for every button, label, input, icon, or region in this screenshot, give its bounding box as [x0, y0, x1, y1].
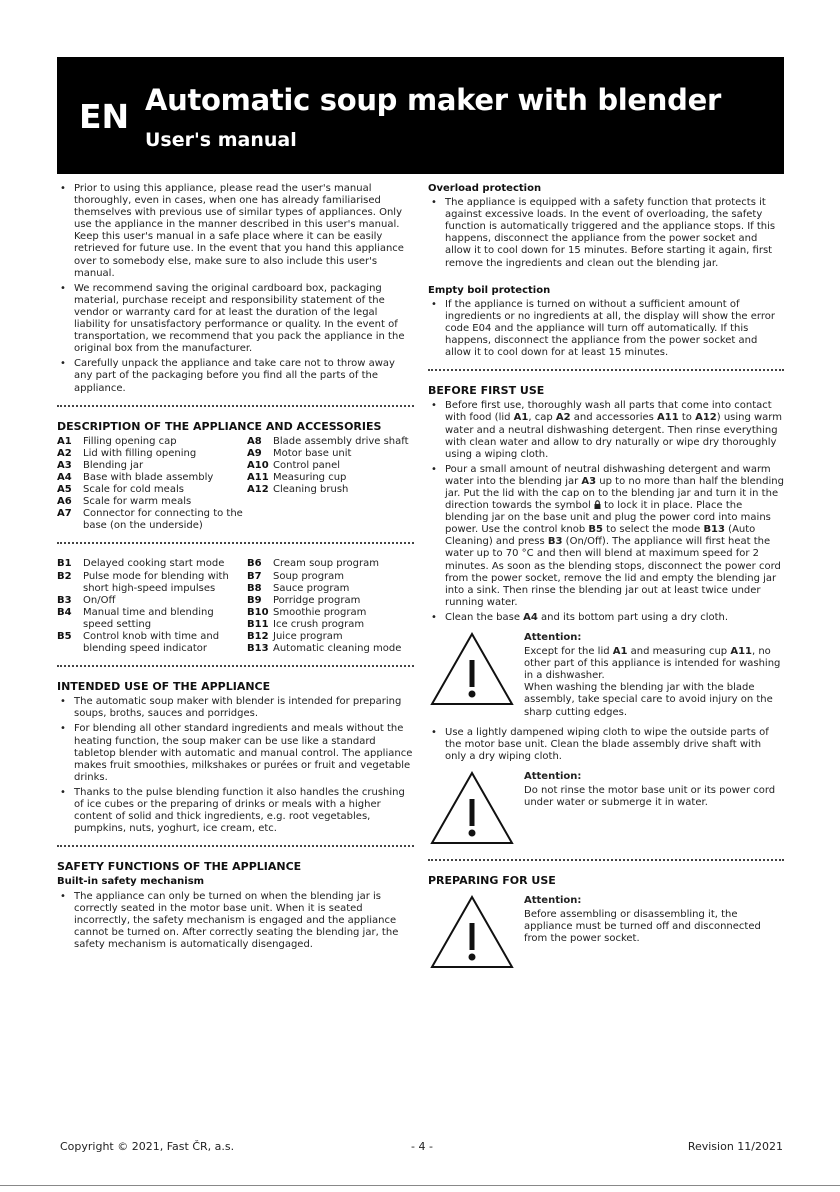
- part-code: A8: [247, 435, 262, 447]
- footer-revision: Revision 11/2021: [687, 1140, 783, 1153]
- part-code: A1: [57, 435, 72, 447]
- empty-boil-item: • If the appliance is turned on without a sufficient amount of ingredients or no ingredients at all, the display will show the error code E04 and the appliance will turn off automatically. If this happens, disconnect the appliance from the power socket and allow it to cool down for at least 15 minutes.: [428, 299, 784, 359]
- intended-use-item: • The automatic soup maker with blender is intended for preparing soups, broths, sauces and porridges.: [57, 696, 414, 720]
- parts-list-right: [247, 436, 414, 533]
- before-first-use-item: • Clean the base A4 and its bottom part using a dry cloth.: [428, 612, 784, 624]
- part-label: Blending jar: [83, 459, 144, 471]
- part-item: [247, 484, 414, 496]
- control-code: B6: [247, 558, 262, 570]
- control-item: [247, 571, 414, 583]
- intended-use-item: • Thanks to the pulse blending function it also handles the crushing of ice cubes or the preparing of drinks or meals with a higher content of solid and thick ingredients, e.g. root vegetables, pumpkins, nuts, yoghurt, ice cream, etc.: [57, 787, 414, 835]
- intro-item: • We recommend saving the original cardboard box, packaging material, purchase receipt and responsibility statement of the vendor or warranty card for at least the duration of the legal liability for unsatisfactory performance or quality. In the event of transportation, we recommend that you pack the appliance in the original box from the manufacturer.: [57, 283, 414, 356]
- part-code: A7: [57, 508, 72, 520]
- builtin-safety-list: [57, 891, 414, 951]
- section-heading-preparing: PREPARING FOR USE: [428, 874, 556, 888]
- warning-triangle-icon: [428, 895, 516, 973]
- part-item: [57, 484, 247, 496]
- part-label: Lid with filling opening: [83, 447, 197, 459]
- control-label: Ice crush program: [273, 618, 365, 630]
- parts-list: [57, 436, 414, 533]
- part-item: [57, 448, 247, 460]
- part-item: [57, 508, 247, 532]
- bottom-rule: [0, 1185, 840, 1186]
- section-heading-intended-use: INTENDED USE OF THE APPLIANCE: [57, 680, 271, 694]
- control-code: B3: [57, 594, 72, 606]
- control-label: Automatic cleaning mode: [273, 643, 402, 655]
- language-code: EN: [79, 97, 130, 136]
- attention-box: [428, 632, 784, 719]
- control-item: [57, 607, 247, 631]
- part-item: [57, 460, 247, 472]
- control-label: Pulse mode for blending with short high-speed impulses: [83, 570, 229, 594]
- control-code: B8: [247, 582, 262, 594]
- part-code: A2: [57, 447, 72, 459]
- part-code: A4: [57, 471, 72, 483]
- builtin-safety-item: • The appliance can only be turned on when the blending jar is correctly seated in the motor base unit. When it is seated incorrectly, the safety mechanism is engaged and the appliance cannot be turned on. After correctly seating the blending jar, the safety mechanism is automatically disengaged.: [57, 891, 414, 951]
- dotted-divider: [57, 665, 414, 667]
- attention-title: Attention:: [524, 632, 582, 643]
- attention-line: Except for the lid A1 and measuring cup A11, no other part of this appliance is intended for washing in a dishwasher.: [524, 646, 781, 682]
- empty-boil-list: [428, 299, 784, 359]
- subheading-empty-boil: Empty boil protection: [428, 284, 551, 296]
- attention-line: When washing the blending jar with the blade assembly, take special care to avoid injury on the sharp cutting edges.: [524, 682, 773, 718]
- left-column: [57, 183, 414, 954]
- lock-icon: [594, 500, 601, 509]
- intro-item: • Carefully unpack the appliance and take care not to throw away any part of the packaging before you find all the parts of the appliance.: [57, 358, 414, 394]
- part-label: Motor base unit: [273, 447, 352, 459]
- section-heading-safety: SAFETY FUNCTIONS OF THE APPLIANCE: [57, 860, 302, 874]
- control-list-right: [247, 558, 414, 655]
- control-code: B12: [247, 631, 269, 642]
- control-item: [247, 607, 414, 619]
- intended-use-list: [57, 696, 414, 835]
- cleaning-item: • Use a lightly dampened wiping cloth to wipe the outside parts of the motor base unit. Clean the blade assembly drive shaft with only a dry wiping cloth.: [428, 727, 784, 763]
- control-item: [57, 595, 247, 607]
- attention-title: Attention:: [524, 895, 582, 907]
- part-label: Connector for connecting to the base (on the underside): [83, 508, 243, 532]
- control-item: [57, 571, 247, 595]
- before-first-use-item: • Before first use, thoroughly wash all parts that come into contact with food (lid A1, cap A2 and accessories A11 to A12) using warm water and a neutral dishwashing detergent. Then rinse everything with clean water and allow to dry naturally or wipe dry thoroughly using a wiping cloth.: [428, 400, 784, 460]
- part-item: [57, 496, 247, 508]
- control-panel-list: [57, 558, 414, 655]
- part-label: Cleaning brush: [273, 484, 349, 496]
- control-code: B2: [57, 570, 72, 582]
- control-code: B13: [247, 643, 269, 655]
- part-label: Scale for cold meals: [83, 484, 184, 496]
- part-label: Scale for warm meals: [83, 496, 192, 508]
- cleaning-list: [428, 727, 784, 763]
- control-list-left: [57, 558, 247, 655]
- part-item: [57, 472, 247, 484]
- part-item: [247, 448, 414, 460]
- control-code: B9: [247, 594, 262, 606]
- control-label: Porridge program: [273, 594, 361, 606]
- part-label: Measuring cup: [273, 471, 347, 483]
- control-code: B11: [247, 618, 269, 630]
- part-label: Filling opening cap: [83, 435, 177, 447]
- footer-page-number: - 4 -: [411, 1140, 433, 1153]
- document-title: Automatic soup maker with blender: [145, 83, 721, 117]
- control-label: Cream soup program: [273, 558, 379, 570]
- part-code: A9: [247, 447, 262, 459]
- control-item: [247, 558, 414, 570]
- part-code: A6: [57, 496, 72, 508]
- control-label: Delayed cooking start mode: [83, 558, 225, 570]
- control-code: B1: [57, 558, 72, 570]
- before-first-use-list: [428, 400, 784, 624]
- subheading-builtin-safety: Built-in safety mechanism: [57, 876, 205, 888]
- part-item: [247, 460, 414, 472]
- part-label: Base with blade assembly: [83, 471, 214, 483]
- control-code: B10: [247, 606, 269, 618]
- control-item: [247, 631, 414, 643]
- attention-line: Do not rinse the motor base unit or its power cord under water or submerge it in water.: [524, 785, 776, 809]
- control-item: [247, 595, 414, 607]
- part-label: Control panel: [273, 459, 341, 471]
- control-label: On/Off: [83, 594, 116, 606]
- attention-line: Before assembling or disassembling it, the appliance must be turned off and disconnected from the power socket.: [524, 909, 761, 945]
- control-item: [247, 583, 414, 595]
- document-subtitle: User's manual: [145, 129, 297, 151]
- right-column: [428, 183, 784, 981]
- part-code: A11: [247, 471, 269, 483]
- part-code: A12: [247, 484, 269, 496]
- section-heading-description: DESCRIPTION OF THE APPLIANCE AND ACCESSORIES: [57, 419, 382, 433]
- subheading-overload: Overload protection: [428, 183, 542, 194]
- control-item: [247, 643, 414, 655]
- control-label: Soup program: [273, 570, 345, 582]
- warning-triangle-icon: [428, 632, 516, 710]
- control-item: [57, 631, 247, 655]
- control-code: B7: [247, 570, 262, 582]
- control-item: [247, 619, 414, 631]
- attention-text: [516, 632, 784, 719]
- intended-use-item: • For blending all other standard ingredients and meals without the heating function, the soup maker can be use like a standard tabletop blender with automatic and manual control. The appliance makes fruit smoothies, milkshakes or purées or fruit and vegetable drinks.: [57, 723, 414, 783]
- section-heading-before-first-use: BEFORE FIRST USE: [428, 384, 545, 398]
- part-item: [57, 436, 247, 448]
- attention-title: Attention:: [524, 770, 582, 782]
- dotted-divider: [57, 405, 414, 407]
- attention-box: [428, 771, 784, 849]
- intro-list: [57, 183, 414, 395]
- control-label: Manual time and blending speed setting: [83, 606, 214, 630]
- control-label: Smoothie program: [273, 606, 367, 618]
- header-banner: [57, 57, 784, 174]
- dotted-divider: [57, 542, 414, 544]
- attention-text: [516, 895, 784, 945]
- overload-item: • The appliance is equipped with a safety function that protects it against excessive loads. In the event of overloading, the safety function is automatically triggered and the appliance stops. If this happens, disconnect the appliance from the power socket and allow it to cool down for 15 minutes. Before starting it again, first remove the ingredients and clean out the blending jar.: [428, 197, 784, 270]
- overload-list: [428, 197, 784, 270]
- part-label: Blade assembly drive shaft: [273, 435, 409, 447]
- dotted-divider: [428, 859, 784, 861]
- warning-triangle-icon: [428, 771, 516, 849]
- intro-item: • Prior to using this appliance, please read the user's manual thoroughly, even in cases, when one has already familiarised themselves with previous use of similar types of appliances. Only use the appliance in the manner described in this user's manual. Keep this user's manual in a safe place where it can be easily retrieved for future use. In the event that you hand this appliance over to somebody else, make sure to also include this user's manual.: [57, 183, 414, 280]
- dotted-divider: [57, 845, 414, 847]
- control-label: Juice program: [273, 631, 343, 642]
- footer-copyright: Copyright © 2021, Fast ČR, a.s.: [60, 1140, 235, 1153]
- part-item: [247, 472, 414, 484]
- parts-list-left: [57, 436, 247, 533]
- control-label: Control knob with time and blending speed indicator: [83, 631, 220, 655]
- control-label: Sauce program: [273, 582, 350, 594]
- attention-box: [428, 895, 784, 973]
- part-code: A3: [57, 459, 72, 471]
- dotted-divider: [428, 369, 784, 371]
- part-code: A5: [57, 484, 72, 496]
- before-first-use-item: • Pour a small amount of neutral dishwashing detergent and warm water into the blending jar A3 up to no more than half the blending jar. Put the lid with the cap on to the blending jar and turn it in the direction towards the symbol to lock it in place. Place the blending jar on the base unit and plug the power cord into mains power. Use the control knob B5 to select the mode B13 (Auto Cleaning) and press B3 (On/Off). The appliance will first heat the water up to 70 °C and then will blend at maximum speed for 2 minutes. As soon as the blending stops, disconnect the power cord from the power socket, remove the lid and empty the blending jar into a sink. Then rinse the blending jar out at least twice under running water.: [428, 464, 784, 609]
- part-code: A10: [247, 459, 269, 471]
- control-item: [57, 558, 247, 570]
- attention-text: [516, 771, 784, 809]
- part-item: [247, 436, 414, 448]
- control-code: B5: [57, 631, 72, 642]
- control-code: B4: [57, 606, 72, 618]
